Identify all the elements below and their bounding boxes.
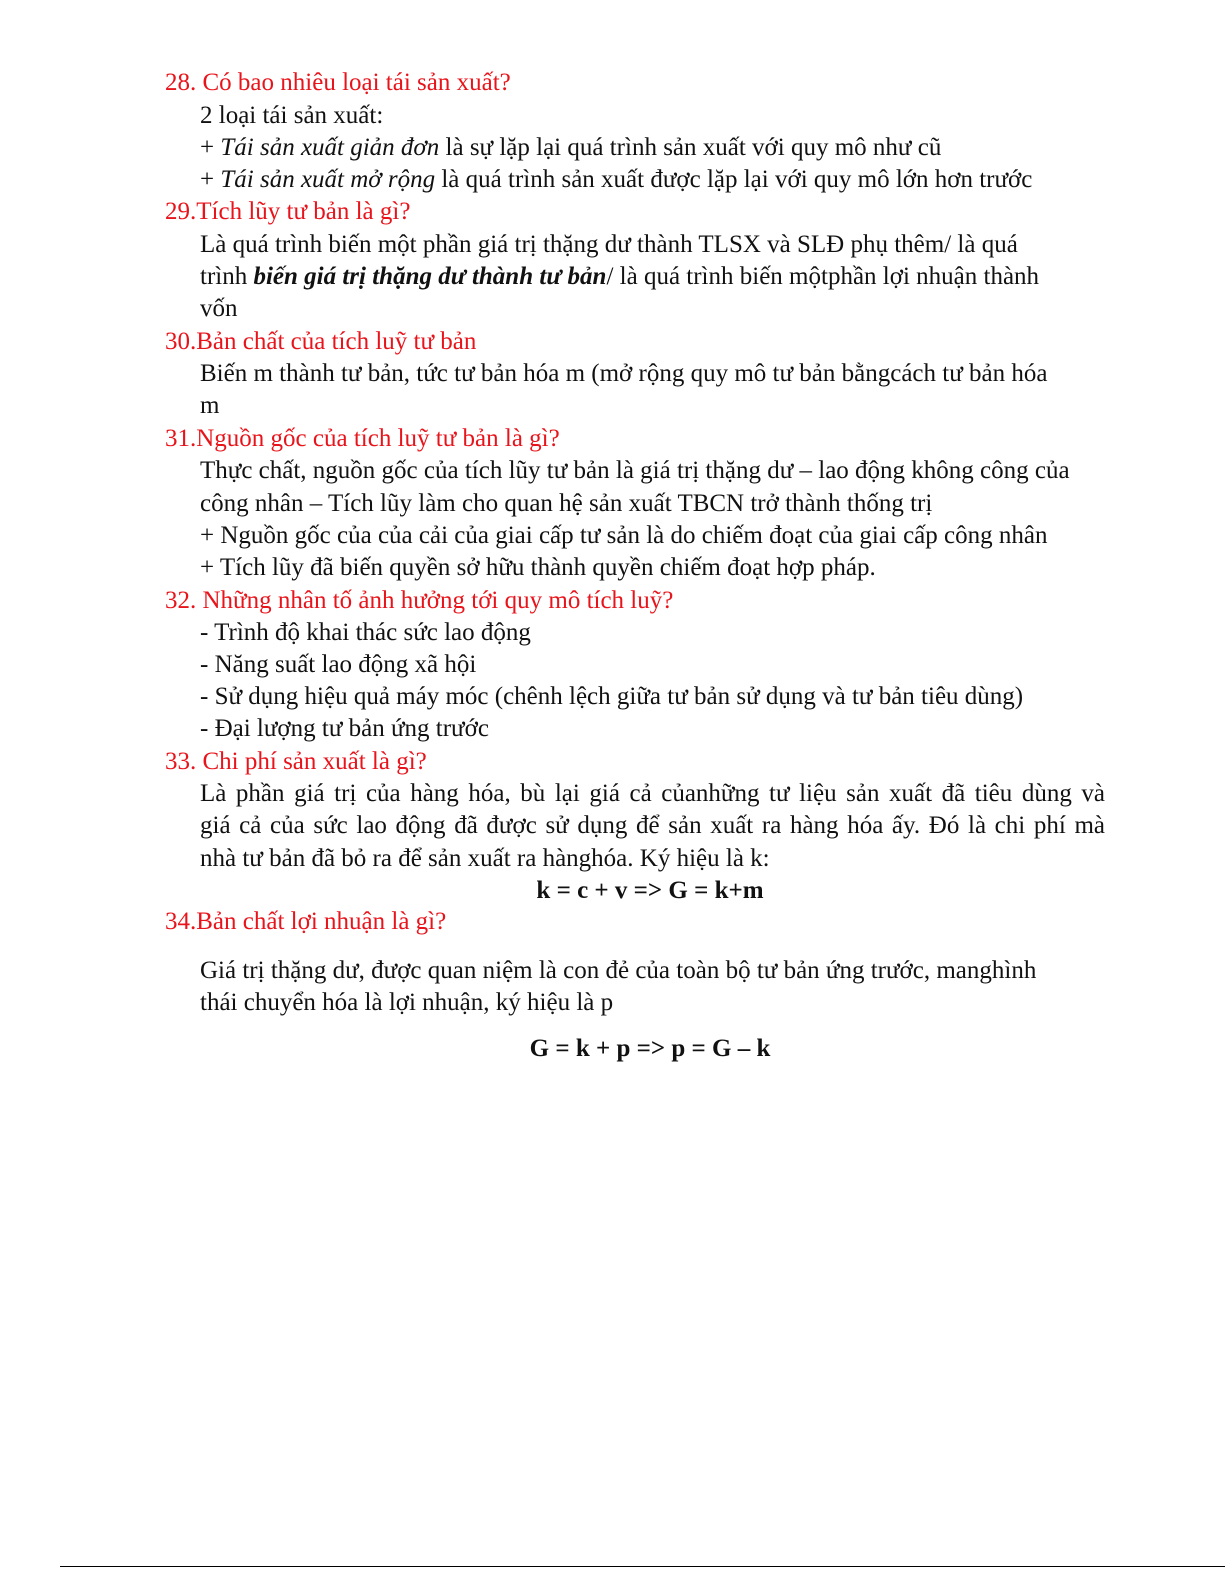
answer-29-line-3: vốn — [200, 295, 238, 322]
answer-29-line-1: Là quá trình biến một phần giá trị thặng dư thành TLSX và SLĐ phụ thêm/ là quá — [200, 231, 1018, 258]
answer-29-line-2 — [200, 261, 1039, 293]
formula-33: k = c + v => G = k+m — [536, 877, 764, 904]
answer-32-line-3: - Sử dụng hiệu quả máy móc (chênh lệch giữa tư bản sử dụng và tư bản tiêu dùng) — [200, 683, 1024, 710]
question-30-heading: 30.Bản chất của tích luỹ tư bản — [165, 328, 477, 355]
answer-32-line-2: - Năng suất lao động xã hội — [200, 651, 477, 678]
answer-31-line-1: Thực chất, nguồn gốc của tích lũy tư bản là giá trị thặng dư – lao động không công của — [200, 457, 1070, 484]
answer-28-line-2 — [200, 132, 941, 164]
answer-33-line-2: giá cả của sức lao động đã được sử dụng để sản xuất ra hàng hóa ấy. Đó là chi phí mà — [200, 812, 1105, 839]
question-31-heading: 31.Nguồn gốc của tích luỹ tư bản là gì? — [165, 425, 560, 452]
question-32-heading: 32. Những nhân tố ảnh hưởng tới quy mô tích luỹ? — [165, 587, 674, 614]
answer-28-line-3-rest: là quá trình sản xuất được lặp lại với quy mô lớn hơn trước — [435, 166, 1033, 193]
answer-28-line-1: 2 loại tái sản xuất: — [200, 102, 384, 129]
answer-33-line-3: nhà tư bản đã bỏ ra để sản xuất ra hànghóa. Ký hiệu là k: — [200, 845, 770, 872]
answer-29-line-2-rest: / là quá trình biến mộtphần lợi nhuận thành — [606, 263, 1040, 290]
answer-31-line-2: công nhân – Tích lũy làm cho quan hệ sản xuất TBCN trở thành thống trị — [200, 490, 933, 517]
answer-29-line-2-prefix: trình — [200, 263, 254, 290]
question-29-heading: 29.Tích lũy tư bản là gì? — [165, 198, 411, 225]
answer-28-line-2-prefix: + — [200, 134, 221, 161]
question-33-heading: 33. Chi phí sản xuất là gì? — [165, 748, 427, 775]
formula-34: G = k + p => p = G – k — [529, 1035, 771, 1062]
page-bottom-divider — [60, 1566, 1225, 1567]
answer-31-line-4: + Tích lũy đã biến quyền sở hữu thành quyền chiếm đoạt hợp pháp. — [200, 554, 876, 581]
answer-28-line-2-rest: là sự lặp lại quá trình sản xuất với quy mô như cũ — [439, 134, 942, 161]
answer-30-line-2: m — [200, 392, 220, 419]
question-34-heading: 34.Bản chất lợi nhuận là gì? — [165, 908, 447, 935]
answer-28-term-simple: Tái sản xuất giản đơn — [220, 134, 440, 161]
answer-32-line-1: - Trình độ khai thác sức lao động — [200, 619, 531, 646]
answer-28-term-extended: Tái sản xuất mở rộng — [220, 166, 436, 193]
answer-32-line-4: - Đại lượng tư bản ứng trước — [200, 715, 489, 742]
answer-34-line-2: thái chuyển hóa là lợi nhuận, ký hiệu là p — [200, 989, 614, 1016]
answer-34-line-1: Giá trị thặng dư, được quan niệm là con đẻ của toàn bộ tư bản ứng trước, manghình — [200, 957, 1037, 984]
answer-33-line-1: Là phần giá trị của hàng hóa, bù lại giá cả củanhững tư liệu sản xuất đã tiêu dùng và — [200, 780, 1105, 807]
question-28-heading: 28. Có bao nhiêu loại tái sản xuất? — [165, 69, 511, 96]
answer-31-line-3: + Nguồn gốc của của cải của giai cấp tư sản là do chiếm đoạt của giai cấp công nhân — [200, 522, 1048, 549]
answer-28-line-3 — [200, 164, 1032, 196]
answer-30-line-1: Biến m thành tư bản, tức tư bản hóa m (mở rộng quy mô tư bản bằngcách tư bản hóa — [200, 360, 1048, 387]
answer-28-line-3-prefix: + — [200, 166, 221, 193]
answer-29-emphasis: biến giá trị thặng dư thành tư bản — [253, 263, 607, 290]
